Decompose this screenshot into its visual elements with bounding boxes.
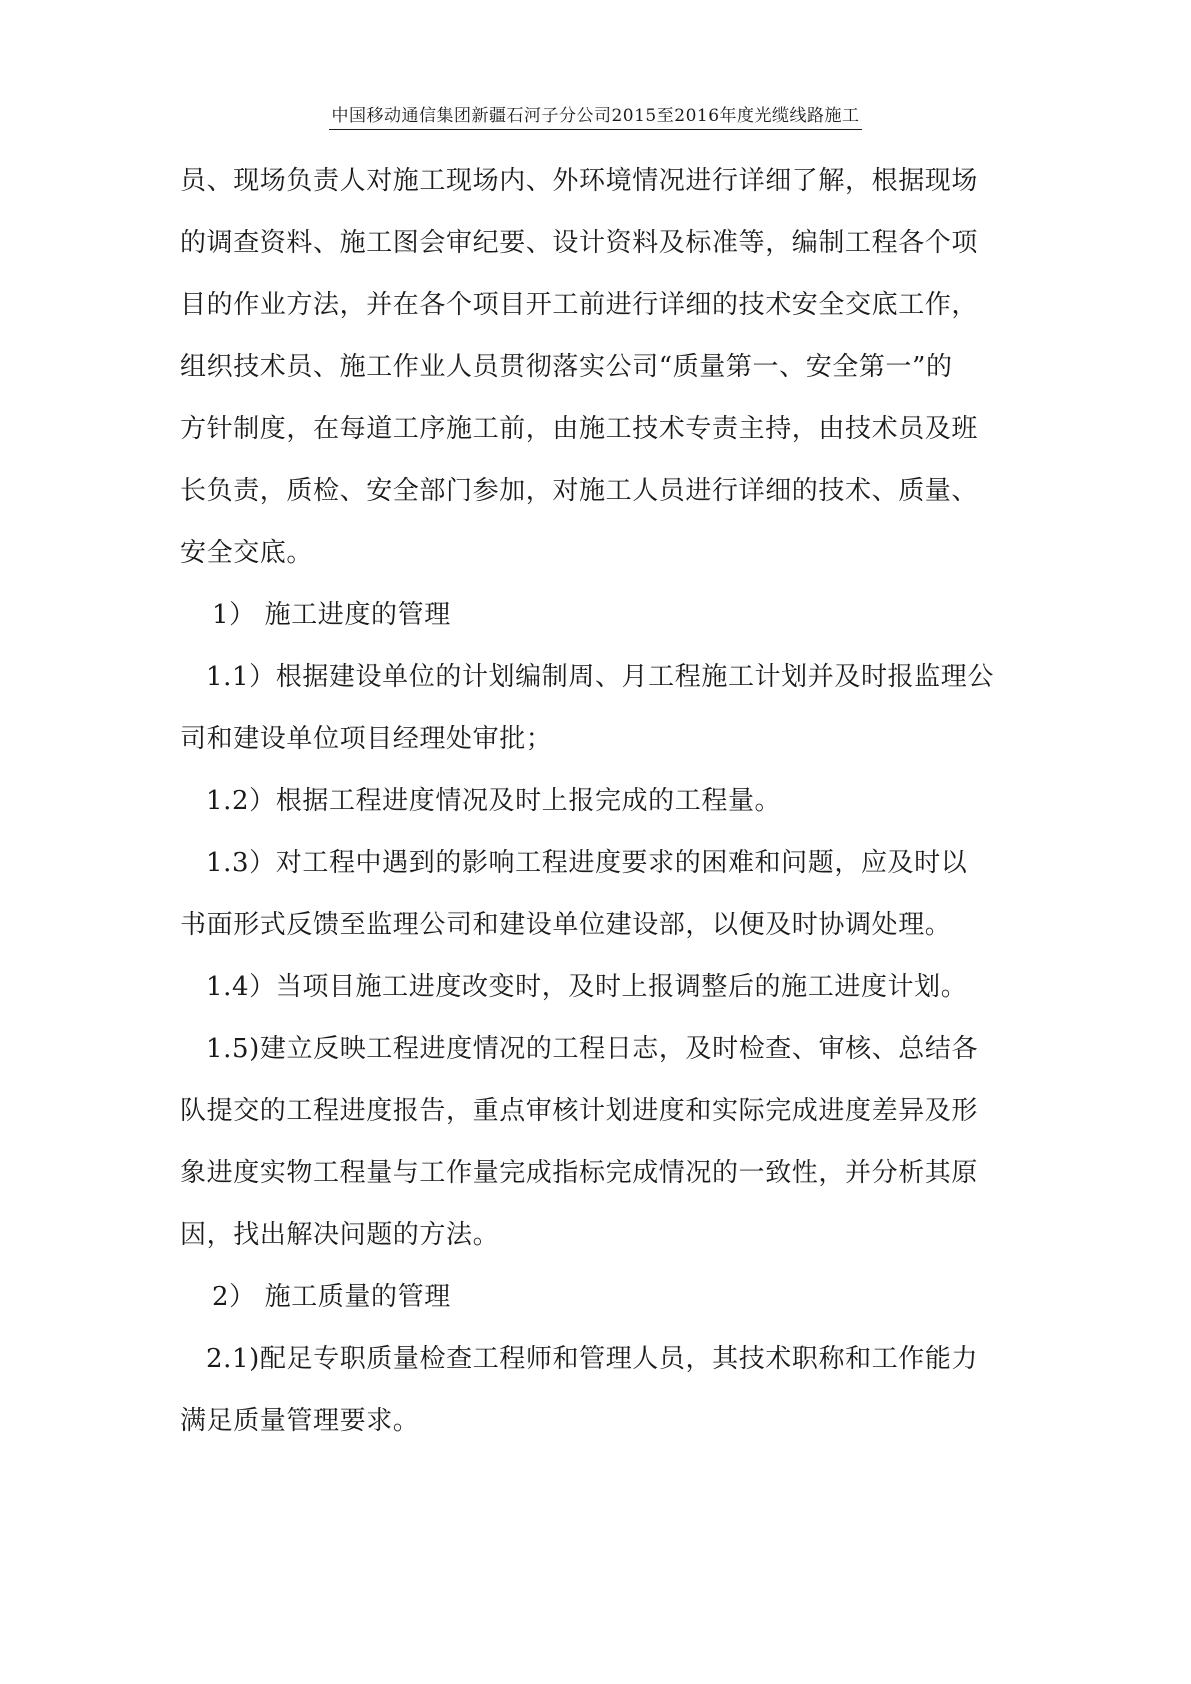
text-line: 1.1）根据建设单位的计划编制周、月工程施工计划并及时报监理公: [206, 662, 994, 692]
text-line: 员、现场负责人对施工现场内、外环境情况进行详细了解，根据现场: [180, 166, 979, 196]
paragraph-1-4: [180, 956, 1020, 1018]
paragraph-1-5-cont: [180, 1080, 1020, 1266]
text-line: 2.1)配足专职质量检查工程师和管理人员，其技术职称和工作能力: [206, 1344, 979, 1374]
heading-text: 1） 施工进度的管理: [212, 600, 451, 630]
text-line: 1.5)建立反映工程进度情况的工程日志，及时检查、审核、总结各: [206, 1034, 979, 1064]
text-line: 安全交底。: [180, 538, 314, 568]
paragraph-1-1-cont: [180, 708, 1020, 770]
text-line: 1.4）当项目施工进度改变时，及时上报调整后的施工进度计划。: [206, 972, 968, 1002]
text-line: 因，找出解决问题的方法。: [180, 1220, 500, 1250]
paragraph-1-3: [180, 832, 1020, 894]
text-line: 的调查资料、施工图会审纪要、设计资料及标准等，编制工程各个项: [180, 228, 979, 258]
text-line: 队提交的工程进度报告，重点审核计划进度和实际完成进度差异及形: [180, 1096, 979, 1126]
text-line: 1.2）根据工程进度情况及时上报完成的工程量。: [206, 786, 782, 816]
text-line: 长负责，质检、安全部门参加，对施工人员进行详细的技术、质量、: [180, 476, 979, 506]
text-line: 目的作业方法，并在各个项目开工前进行详细的技术安全交底工作，: [180, 290, 979, 320]
header-title: 中国移动通信集团新疆石河子分公司2015至2016年度光缆线路施工: [329, 104, 861, 130]
text-line: 象进度实物工程量与工作量完成指标完成情况的一致性，并分析其原: [180, 1158, 979, 1188]
paragraph-2-1-cont: [180, 1390, 1020, 1452]
page-header: [0, 104, 1191, 130]
paragraph-1-1: [180, 646, 1020, 708]
paragraph-1-3-cont: [180, 894, 1020, 956]
text-line: 方针制度，在每道工序施工前，由施工技术专责主持，由技术员及班: [180, 414, 979, 444]
text-line: 满足质量管理要求。: [180, 1406, 420, 1436]
section-heading-progress: [180, 584, 1020, 646]
text-line: 1.3）对工程中遇到的影响工程进度要求的困难和问题，应及时以: [206, 848, 968, 878]
paragraph-1-2: [180, 770, 1020, 832]
section-heading-quality: [180, 1266, 1020, 1328]
paragraph-2-1: [180, 1328, 1020, 1390]
heading-text: 2） 施工质量的管理: [212, 1282, 451, 1312]
text-line: 书面形式反馈至监理公司和建设单位建设部，以便及时协调处理。: [180, 910, 952, 940]
text-line: 组织技术员、施工作业人员贯彻落实公司“质量第一、安全第一”的: [180, 352, 953, 382]
paragraph-intro: [180, 150, 1020, 584]
paragraph-1-5: [180, 1018, 1020, 1080]
document-body: [180, 150, 1020, 1452]
text-line: 司和建设单位项目经理处审批；: [180, 724, 553, 754]
